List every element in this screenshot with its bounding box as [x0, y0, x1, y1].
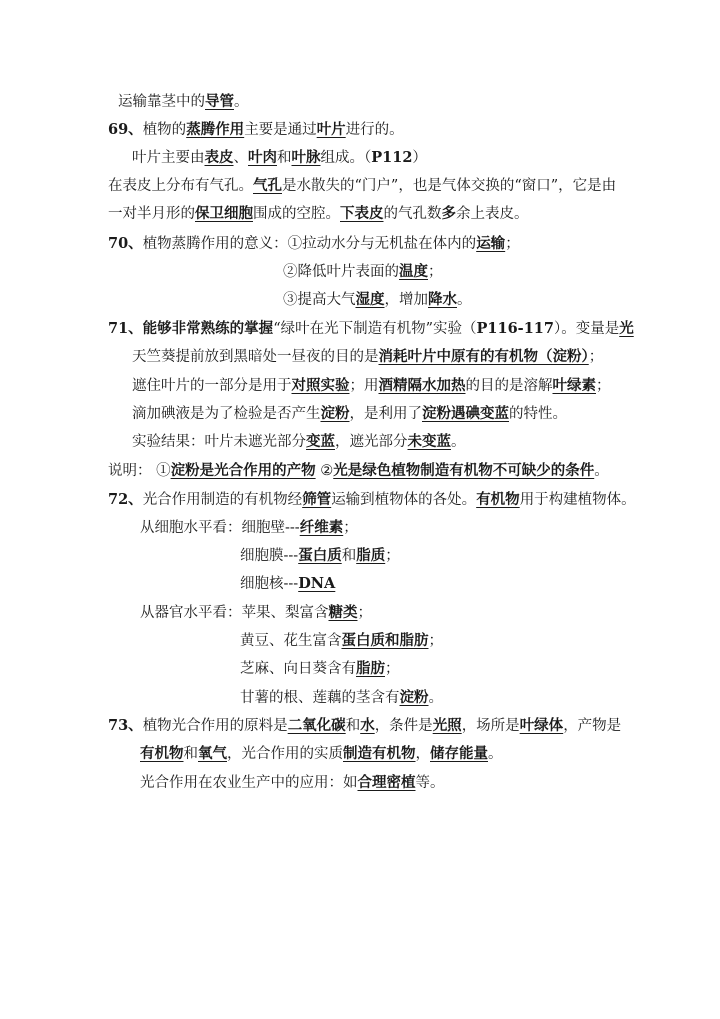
line-2	[108, 120, 404, 140]
line-8	[283, 290, 472, 310]
underlined-term: 运输	[476, 235, 506, 252]
underlined-term: 淀粉是光合作用的产物	[170, 462, 316, 479]
underlined-term: 水	[360, 717, 375, 734]
text-segment: 和	[277, 150, 292, 166]
text-segment: ；	[588, 349, 604, 365]
underlined-term: 导管	[205, 93, 234, 110]
text-segment: 运输到植物体的各处。	[331, 492, 477, 508]
line-20	[240, 631, 443, 651]
underlined-term: 二氧化碳	[287, 717, 346, 734]
underlined-term: 制造有机物	[343, 745, 416, 762]
text-segment: 余上表皮。	[456, 206, 529, 222]
underlined-term: 变蓝	[306, 433, 335, 450]
underlined-term: 筛管	[302, 491, 332, 508]
line-19	[140, 603, 372, 623]
text-segment: 叶片主要由	[132, 150, 205, 166]
underlined-term: 蒸腾作用	[186, 121, 245, 138]
underlined-term: 脂质	[356, 547, 386, 564]
line-23	[108, 716, 621, 736]
text-segment: 围成的空腔。	[253, 206, 340, 222]
text-segment: ；	[385, 661, 400, 677]
underlined-term: 蛋白质和脂肪	[341, 632, 429, 649]
line-18	[240, 574, 335, 594]
underlined-term: 脂肪	[356, 660, 385, 677]
text-segment: 运输靠茎中的	[118, 94, 205, 110]
underlined-term: 叶片	[316, 121, 346, 138]
text-segment: 说明： ①	[108, 463, 171, 479]
bold-text: P116-117	[476, 320, 554, 337]
text-segment: 芝麻、向日葵含有	[240, 661, 356, 677]
text-segment: ）	[412, 150, 427, 166]
line-12	[132, 404, 567, 424]
text-segment: ，增加	[384, 292, 428, 308]
bold-text: 70、	[108, 235, 143, 252]
text-segment: ；	[357, 605, 372, 621]
line-4	[108, 176, 616, 196]
text-segment: ；	[385, 548, 400, 564]
text-segment: 和	[183, 746, 198, 762]
line-5	[108, 204, 529, 224]
line-6	[108, 234, 520, 254]
underlined-term: 合理密植	[357, 774, 416, 791]
text-segment: 在表皮上分布有气孔。	[108, 178, 253, 194]
text-segment: ②降低叶片表面的	[283, 264, 399, 280]
line-21	[240, 659, 400, 679]
line-13	[132, 432, 466, 452]
bold-text: 多	[441, 205, 456, 222]
underlined-term: 酒精隔水加热	[378, 377, 466, 394]
underlined-term: 叶绿体	[519, 717, 564, 734]
underlined-term: 叶脉	[291, 149, 321, 166]
text-segment: 细胞膜---	[240, 548, 299, 564]
text-segment: 。	[488, 746, 503, 762]
text-segment: ，条件是	[374, 718, 433, 734]
text-segment: ；	[428, 264, 443, 280]
text-segment: 。	[428, 690, 443, 706]
bold-text: 69、	[108, 121, 143, 138]
text-segment: 植物蒸腾作用的意义：①拉动水分与无机盐在体内的	[142, 236, 477, 252]
bold-text: 71、能够非常熟练的掌握	[108, 320, 274, 337]
underlined-term: 储存能量	[430, 745, 488, 762]
underlined-term: 表皮	[204, 149, 234, 166]
text-segment: 。	[457, 292, 472, 308]
underlined-term: 湿度	[355, 291, 385, 308]
underlined-term: 消耗叶片中原有的有机物（淀粉）	[378, 348, 589, 365]
text-segment: 和	[345, 718, 361, 734]
text-segment: 甘薯的根、莲藕的茎含有	[240, 690, 400, 706]
text-segment: 。	[234, 94, 249, 110]
line-24	[140, 744, 503, 764]
underlined-term: 氧气	[198, 745, 227, 762]
underlined-term: 光照	[432, 717, 462, 734]
line-11	[132, 376, 611, 396]
text-segment: 黄豆、花生富含	[240, 633, 342, 649]
underlined-term: 对照实验	[291, 377, 350, 394]
line-22	[240, 688, 443, 708]
line-25	[140, 773, 445, 793]
line-15	[108, 490, 636, 510]
bold-text: 72、	[108, 491, 143, 508]
text-segment: 、	[233, 150, 248, 166]
text-segment: 一对半月形的	[108, 206, 195, 222]
text-segment: ②	[315, 463, 334, 479]
underlined-term: 保卫细胞	[195, 205, 253, 222]
text-segment: ，遮光部分	[335, 434, 408, 450]
underlined-term: 淀粉遇碘变蓝	[422, 405, 509, 422]
text-segment: 细胞核---	[240, 576, 299, 592]
text-segment: ，产物是	[563, 718, 622, 734]
underlined-term: 气孔	[253, 177, 282, 194]
underlined-term: 未变蓝	[407, 433, 451, 450]
text-segment: ，光合作用的实质	[227, 746, 343, 762]
underlined-term: 下表皮	[340, 205, 384, 222]
text-segment: 光合作用在农业生产中的应用：如	[140, 775, 358, 791]
line-3	[132, 148, 427, 168]
line-17	[240, 546, 400, 566]
line-1	[118, 92, 249, 112]
text-segment: ；	[428, 633, 443, 649]
text-segment: ，	[415, 746, 430, 762]
underlined-term: 有机物	[140, 745, 184, 762]
text-segment: 用于构建植物体。	[519, 492, 636, 508]
line-10	[132, 347, 603, 367]
text-segment: 等。	[415, 775, 445, 791]
underlined-term: 降水	[428, 291, 457, 308]
underlined-term: 温度	[399, 263, 428, 280]
text-segment: ③提高大气	[283, 292, 356, 308]
bold-text: 73、	[108, 717, 143, 734]
underlined-term: 光是绿色植物制造有机物不可缺少的条件	[333, 462, 595, 479]
line-16	[140, 518, 358, 538]
text-segment: 的目的是溶解	[465, 378, 553, 394]
text-segment: ；	[343, 520, 358, 536]
underlined-term: 纤维素	[299, 519, 344, 536]
text-segment: 和	[341, 548, 357, 564]
text-segment: “绿叶在光下制造有机物”实验（	[273, 321, 477, 337]
text-segment: ；	[596, 378, 611, 394]
text-segment: 是水散失的“门户”，也是气体交换的“窗口”，它是由	[282, 178, 617, 194]
underlined-term: 淀粉	[399, 689, 429, 706]
line-14	[108, 461, 609, 481]
text-segment: 主要是通过	[244, 122, 317, 138]
text-segment: ，场所是	[461, 718, 520, 734]
text-segment: 从细胞水平看：细胞壁---	[140, 520, 300, 536]
text-segment: 遮住叶片的一部分是用于	[132, 378, 292, 394]
underlined-term: 蛋白质	[298, 547, 342, 564]
text-segment: 实验结果：叶片未遮光部分	[132, 434, 306, 450]
text-segment: ；	[505, 236, 520, 252]
line-9	[108, 319, 634, 339]
text-segment: 组成。（	[320, 150, 372, 166]
text-segment: 的特性。	[509, 406, 567, 422]
text-segment: ）。变量是	[553, 321, 620, 337]
text-segment: 的气孔数	[383, 206, 442, 222]
text-segment: 进行的。	[345, 122, 404, 138]
underlined-term: 有机物	[476, 491, 520, 508]
underlined-term: 叶肉	[248, 149, 277, 166]
text-segment: 滴加碘液是为了检验是否产生	[132, 406, 321, 422]
text-segment: 从器官水平看：苹果、梨富含	[140, 605, 329, 621]
text-segment: ，是利用了	[349, 406, 422, 422]
text-segment: 天竺葵提前放到黑暗处一昼夜的目的是	[132, 349, 379, 365]
underlined-term: DNA	[298, 575, 336, 592]
text-segment: ；用	[349, 378, 379, 394]
underlined-term: 光	[619, 320, 634, 337]
underlined-term: 淀粉	[320, 405, 350, 422]
underlined-term: 糖类	[328, 604, 358, 621]
text-segment: 。	[451, 434, 466, 450]
text-segment: 植物的	[142, 122, 187, 138]
line-7	[283, 262, 443, 282]
text-segment: 植物光合作用的原料是	[142, 718, 288, 734]
text-segment: 光合作用制造的有机物经	[142, 492, 303, 508]
bold-text: P112	[371, 149, 413, 166]
underlined-term: 叶绿素	[552, 377, 596, 394]
text-segment: 。	[594, 463, 609, 479]
